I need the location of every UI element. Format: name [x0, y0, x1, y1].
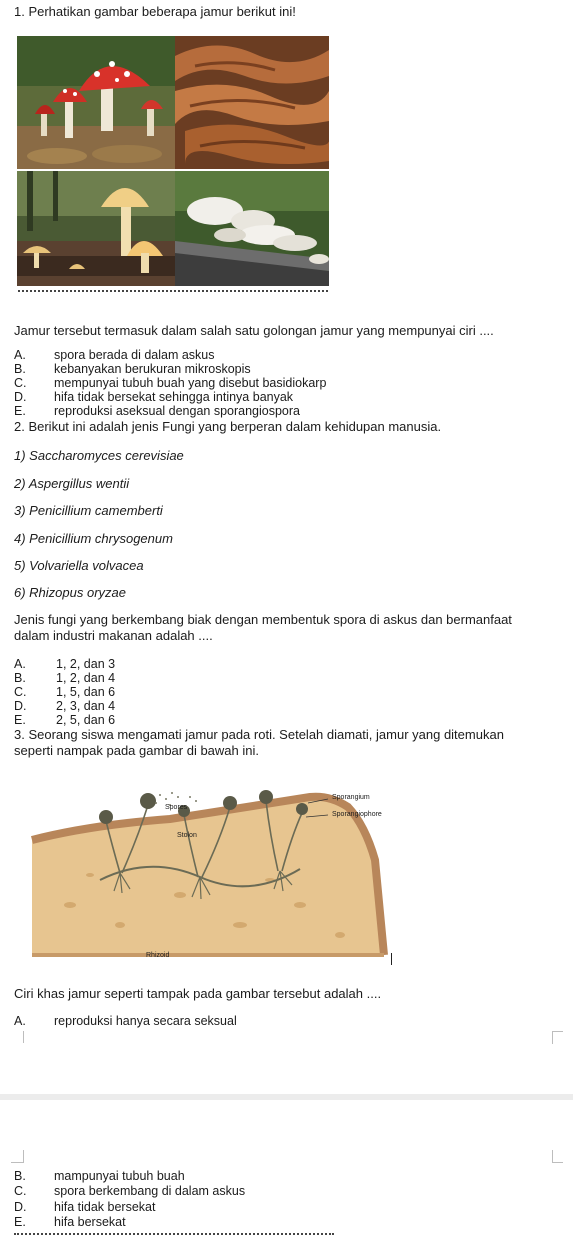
- option-letter: C.: [14, 685, 27, 699]
- q3-question: Ciri khas jamur seperti tampak pada gambar tersebut adalah ....: [14, 986, 382, 1001]
- q2-list-item: 6) Rhizopus oryzae: [14, 585, 126, 600]
- option-letter: D.: [14, 390, 27, 404]
- label-sporangiophore: Sporangiophore: [332, 811, 382, 818]
- wood-ear-photo: [175, 36, 329, 169]
- q2-list-item: 1) Saccharomyces cerevisiae: [14, 448, 184, 463]
- option-text: mempunyai tubuh buah yang disebut basidiokarp: [54, 376, 327, 390]
- option-letter: E.: [14, 713, 26, 727]
- q2-question-line-2: dalam industri makanan adalah ....: [14, 628, 213, 643]
- yellow-mushroom-photo: [17, 171, 175, 286]
- text-cursor: [391, 953, 392, 965]
- option-letter: A.: [14, 657, 26, 671]
- option-text: reproduksi aseksual dengan sporangiospora: [54, 404, 300, 418]
- page-break: [0, 1094, 573, 1100]
- oyster-mushroom-photo: [175, 171, 329, 286]
- option-text: hifa tidak bersekat sehingga intinya banyak: [54, 390, 294, 404]
- option-text: 1, 2, dan 4: [56, 671, 116, 685]
- label-sporangium: Sporangium: [332, 794, 370, 801]
- option-letter: A.: [14, 1014, 26, 1028]
- option-text: mampunyai tubuh buah: [54, 1169, 185, 1183]
- label-spores: Spores: [165, 804, 188, 811]
- label-stolon: Stolon: [177, 832, 197, 839]
- option-letter: E.: [14, 404, 26, 418]
- option-letter: D.: [14, 1200, 27, 1214]
- q2-list-item: 5) Volvariella volvacea: [14, 558, 144, 573]
- option-text: 2, 3, dan 4: [56, 699, 116, 713]
- label-rhizoid: Rhizoid: [146, 952, 170, 959]
- option-letter: A.: [14, 348, 26, 362]
- bread-mold-diagram: [30, 785, 392, 965]
- q1-prompt: 1. Perhatikan gambar beberapa jamur berikut ini!: [14, 4, 296, 19]
- q2-list-item: 4) Penicillium chrysogenum: [14, 531, 173, 546]
- option-letter: C.: [14, 1184, 27, 1198]
- option-letter: B.: [14, 671, 26, 685]
- caption-dots: [18, 290, 328, 294]
- q2-prompt: 2. Berikut ini adalah jenis Fungi yang berperan dalam kehidupan manusia.: [14, 419, 442, 434]
- option-letter: D.: [14, 699, 27, 713]
- option-text: 1, 2, dan 3: [56, 657, 116, 671]
- page-corner-mark: [552, 1150, 563, 1163]
- option-text: spora berada di dalam askus: [54, 348, 215, 362]
- q2-question-line-1: Jenis fungi yang berkembang biak dengan membentuk spora di askus dan bermanfaat: [14, 612, 512, 627]
- q2-list-item: 2) Aspergillus wentii: [14, 476, 130, 491]
- q1-mushroom-photo-grid: [17, 36, 329, 286]
- page-corner-mark: [11, 1150, 24, 1163]
- option-text: 1, 5, dan 6: [56, 685, 116, 699]
- option-letter: B.: [14, 1169, 26, 1183]
- option-text: kebanyakan berukuran mikroskopis: [54, 362, 251, 376]
- page-corner-mark: [11, 1031, 24, 1043]
- option-letter: B.: [14, 362, 26, 376]
- q3-prompt-line-2: seperti nampak pada gambar di bawah ini.: [14, 743, 259, 758]
- option-letter: E.: [14, 1215, 26, 1229]
- q1-question: Jamur tersebut termasuk dalam salah satu golongan jamur yang mempunyai ciri ....: [14, 323, 494, 338]
- q2-list-item: 3) Penicillium camemberti: [14, 503, 163, 518]
- page-corner-mark: [552, 1031, 563, 1044]
- fly-agaric-photo: [17, 36, 175, 169]
- q3-prompt-line-1: 3. Seorang siswa mengamati jamur pada roti. Setelah diamati, jamur yang ditemukan: [14, 727, 504, 742]
- option-text: 2, 5, dan 6: [56, 713, 116, 727]
- option-text: hifa bersekat: [54, 1215, 126, 1229]
- option-letter: C.: [14, 376, 27, 390]
- option-text: reproduksi hanya secara seksual: [54, 1014, 237, 1028]
- option-text: hifa tidak bersekat: [54, 1200, 156, 1214]
- bottom-dots: [14, 1233, 334, 1237]
- option-text: spora berkembang di dalam askus: [54, 1184, 246, 1198]
